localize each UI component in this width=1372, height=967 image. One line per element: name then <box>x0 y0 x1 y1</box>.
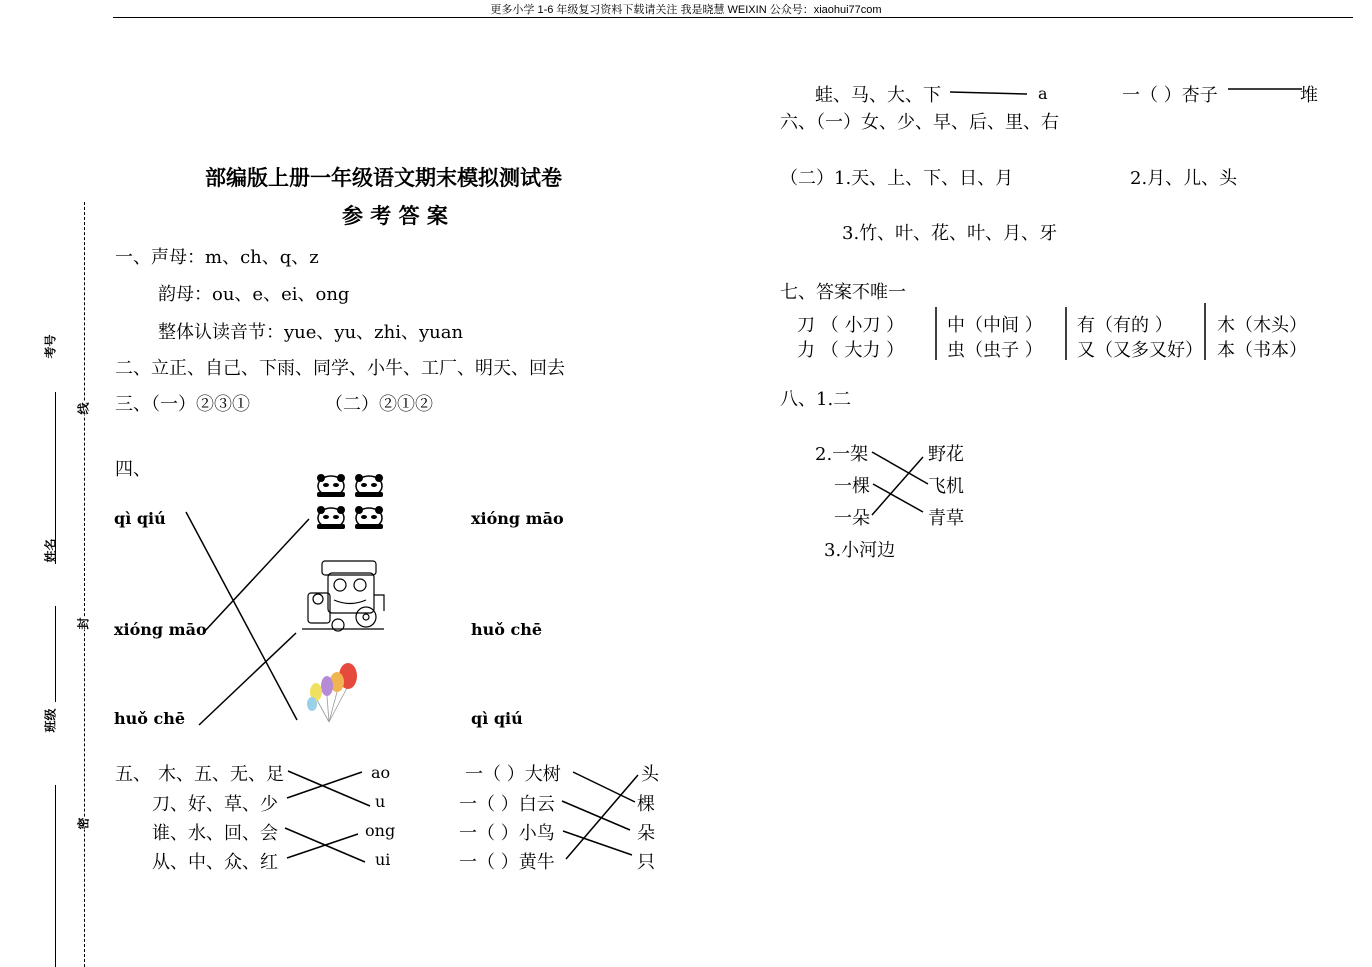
q5-final: ong <box>365 821 396 840</box>
q8-line1: 八、1.二 <box>780 389 852 410</box>
q5-measure: 头 <box>641 764 659 785</box>
q8-left-item: 一棵 <box>834 476 870 497</box>
q8-right-item: 青草 <box>928 508 964 529</box>
q5-cont-measure: 堆 <box>1300 85 1318 106</box>
q7-cell: 中（中间 ） <box>947 315 1043 336</box>
q3-part2: （二）②①② <box>325 394 433 415</box>
q5-cont-phrase: 一（ ）杏子 <box>1122 85 1218 106</box>
q4-label: 四、 <box>115 459 151 480</box>
binding-banji: 班级 <box>43 708 58 733</box>
q6-line3: 3.竹、叶、花、叶、月、牙 <box>842 223 1058 244</box>
q6-line1: 六、（一）女、少、早、后、里、右 <box>780 112 1059 133</box>
q4-match-line <box>186 512 297 720</box>
q8-right-item: 飞机 <box>928 476 964 497</box>
q8-right-item: 野花 <box>928 444 964 465</box>
q8-left-item: 一朵 <box>834 508 870 529</box>
page-subtitle: 参 考 答 案 <box>342 203 448 228</box>
q4-right-pinyin: xióng māo <box>471 509 564 528</box>
q8-left-item: 2.一架 <box>815 444 869 465</box>
q5-match-line <box>566 775 638 859</box>
q2-answer: 二、立正、自己、下雨、同学、小牛、工厂、明天、回去 <box>115 358 565 379</box>
q4-left-pinyin: qì qiú <box>114 509 166 528</box>
q5-match-line <box>288 771 370 806</box>
q3-part1: 三、（一）②③① <box>115 394 250 415</box>
q5-match-line <box>950 92 1027 94</box>
binding-xingming: 姓名 <box>43 538 58 563</box>
q7-cell: 有（有的 ） <box>1077 315 1173 336</box>
q5-phrase: 一（ ）黄牛 <box>459 852 555 873</box>
binding-kaohao: 考号 <box>43 334 58 359</box>
q5-label: 五、 <box>115 764 151 785</box>
q4-right-pinyin: qì qiú <box>471 709 523 728</box>
q4-right-pinyin: huǒ chē <box>471 620 543 639</box>
q8-line3: 3.小河边 <box>824 540 896 561</box>
q5-phrase: 一（ ）白云 <box>459 794 555 815</box>
q7-cell: 又（又多又好） <box>1077 340 1203 361</box>
q5-match-line <box>573 772 635 802</box>
q8-match-line <box>873 484 923 512</box>
binding-xian: 线 <box>76 402 91 415</box>
q7-cell: 本（书本） <box>1217 340 1307 361</box>
q7-cell: 力 （ 大力 ） <box>797 340 905 361</box>
q5-word-group: 木、五、无、足 <box>158 764 284 785</box>
q5-final: ui <box>375 850 391 869</box>
q4-match-line <box>199 633 296 725</box>
q5-cont-word: 蛙、马、大、下 <box>815 85 941 106</box>
q7-cell: 木（木头） <box>1217 315 1307 336</box>
q5-phrase: 一（ ）小鸟 <box>459 823 555 844</box>
q5-word-group: 刀、好、草、少 <box>152 794 278 815</box>
q1-zhengti: 整体认读音节：yue、yu、zhi、yuan <box>158 322 464 343</box>
q5-match-line <box>562 801 630 830</box>
q5-word-group: 从、中、众、红 <box>152 852 278 873</box>
q5-measure: 只 <box>637 852 655 873</box>
header-note: 更多小学 1-6 年级复习资料下载请关注 我是晓慧 WEIXIN 公众号：xiaohui77com <box>490 4 882 16</box>
q5-measure: 朵 <box>637 823 655 844</box>
q6-line2b: 2.月、儿、头 <box>1130 168 1238 189</box>
binding-mi: 密 <box>76 817 91 830</box>
q8-match-line <box>872 452 928 484</box>
q4-left-pinyin: huǒ chē <box>114 709 186 728</box>
q5-final: u <box>375 792 386 811</box>
q7-label: 七、答案不唯一 <box>780 282 906 303</box>
q1-shengmu: 一、声母：m、ch、q、z <box>115 247 319 268</box>
q1-yunmu: 韵母：ou、e、ei、ong <box>158 284 350 305</box>
q7-cell: 刀 （ 小刀 ） <box>797 315 905 336</box>
q5-cont-target: a <box>1038 84 1048 103</box>
q7-cell: 虫（虫子 ） <box>947 340 1043 361</box>
q5-measure: 棵 <box>637 794 655 815</box>
q6-line2a: （二）1.天、上、下、日、月 <box>780 168 1014 189</box>
binding-feng: 封 <box>76 617 91 630</box>
q5-word-group: 谁、水、回、会 <box>152 823 278 844</box>
q5-final: ao <box>371 763 391 782</box>
q5-phrase: 一（ ）大树 <box>465 764 561 785</box>
q4-left-pinyin: xióng māo <box>114 620 207 639</box>
q8-match-line <box>872 457 923 515</box>
page-title: 部编版上册一年级语文期末模拟测试卷 <box>205 165 562 190</box>
